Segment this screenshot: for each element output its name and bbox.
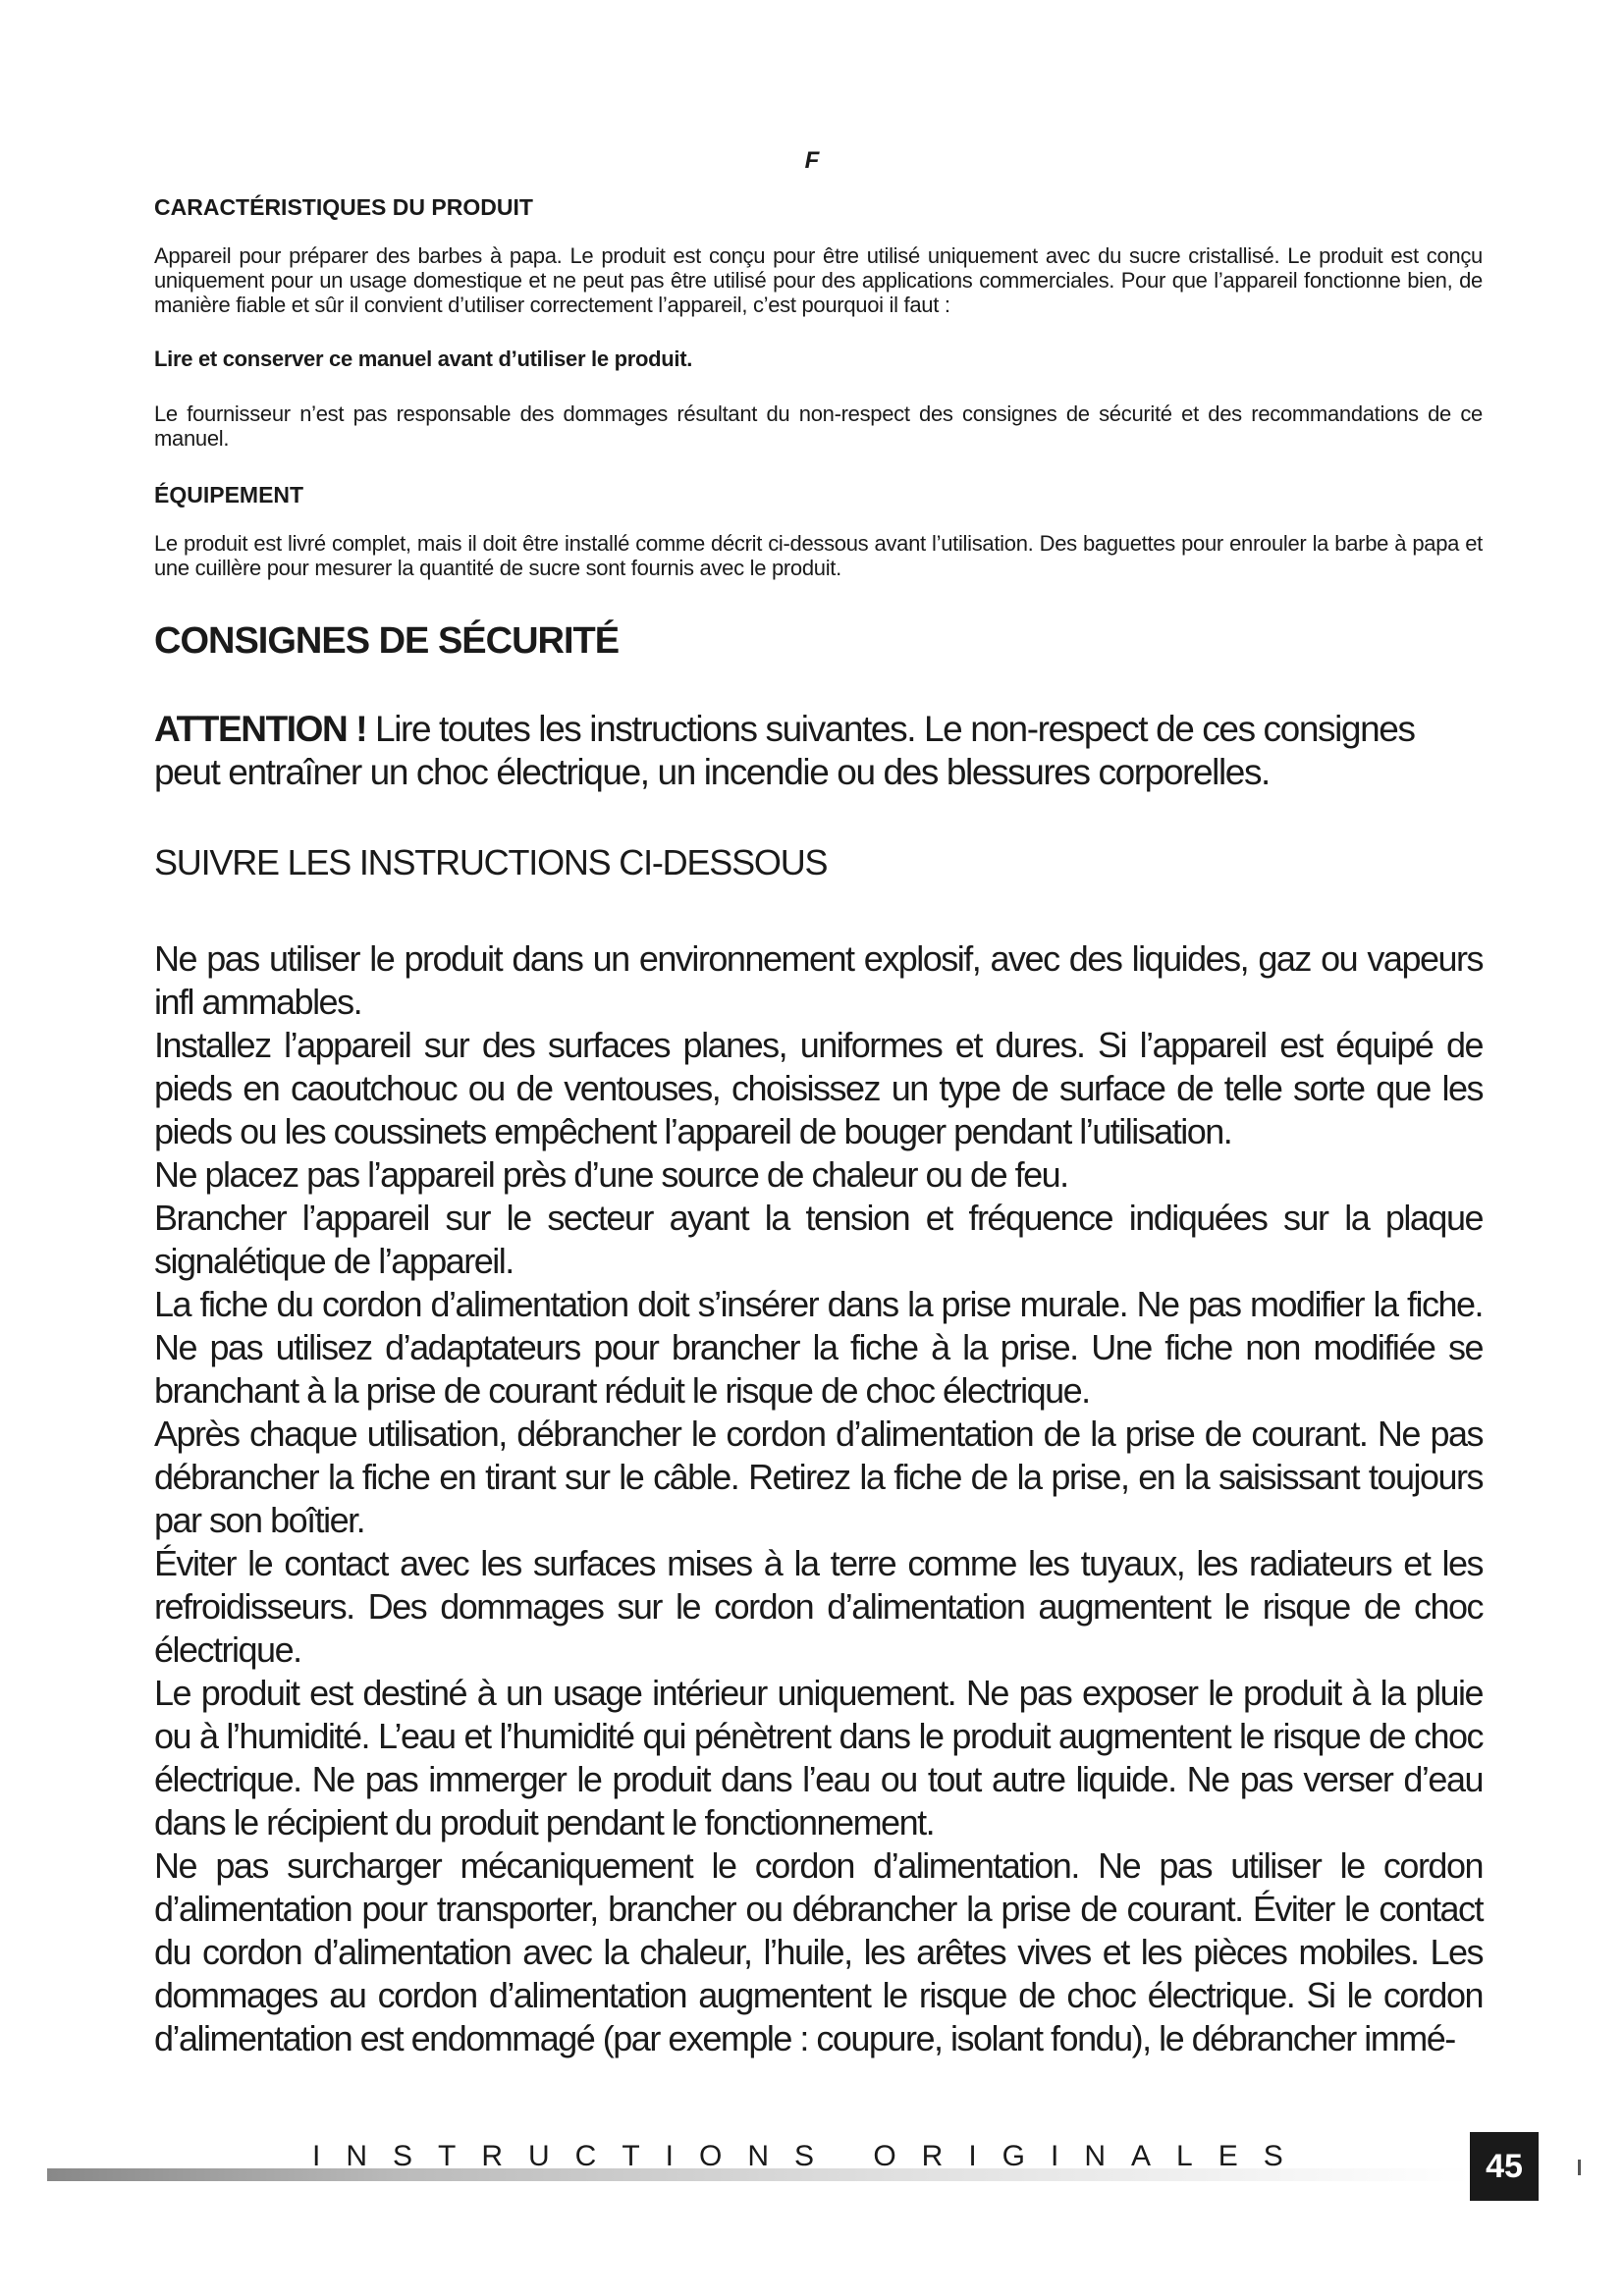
follow-instructions-heading: SUIVRE LES INSTRUCTIONS CI-DESSOUS	[154, 842, 828, 882]
page-content	[154, 192, 1483, 2060]
characteristics-paragraph: Appareil pour préparer des barbes à papa. Le produit est conçu pour être utilisé uniquement avec du sucre cristallisé. Le produit est conçu uniquement pour un usage domestique et ne peut pas être utilisé pour des applications commerciales. Pour que l’appareil fonctionne bien, de manière fiable et sûr il convient d’utiliser correctement l’appareil, c’est pourquoi il faut :	[154, 243, 1483, 317]
supplier-paragraph: Le fournisseur n’est pas responsable des dommages résultant du non-respect des consignes de sécurité et des recommandations de ce manuel.	[154, 401, 1483, 451]
rule-item: Ne pas utiliser le produit dans un environnement explosif, avec des liquides, gaz ou vapeurs infl ammables.	[154, 938, 1483, 1022]
rule-item: Le produit est destiné à un usage intérieur uniquement. Ne pas exposer le produit à la pluie ou à l’humidité. L’eau et l’humidité qui pénètrent dans le produit augmentent le risque de choc électrique. Ne pas immerger le produit dans l’eau ou tout autre liquide. Ne pas verser d’eau dans le récipient du produit pendant le fonctionnement.	[154, 1673, 1483, 1842]
equipment-paragraph: Le produit est livré complet, mais il doit être installé comme décrit ci-dessous avant l’utilisation. Des baguettes pour enrouler la barbe à papa et une cuillère pour mesurer la quantité de sucre sont fournis avec le produit.	[154, 531, 1483, 580]
safety-heading: CONSIGNES DE SÉCURITÉ	[154, 620, 620, 662]
page-number: 45	[1470, 2132, 1539, 2201]
attention-text: Lire toutes les instructions suivantes. Le non-respect de ces consignes peut entraîner un choc électrique, un incendie ou des blessures corporelles.	[154, 709, 1415, 792]
footer-tick-mark	[1578, 2160, 1581, 2175]
footer-label: INSTRUCTIONS ORIGINALES	[312, 2140, 1309, 2172]
characteristics-heading: CARACTÉRISTIQUES DU PRODUIT	[154, 194, 533, 220]
attention-paragraph	[154, 708, 1483, 794]
language-marker: F	[804, 147, 820, 174]
rule-item: La fiche du cordon d’alimentation doit s’insérer dans la prise murale. Ne pas modifier la fiche. Ne pas utilisez d’adaptateurs pour brancher la fiche à la prise. Une fiche non modifiée se branchant à la prise de courant réduit le risque de choc électrique.	[154, 1284, 1483, 1411]
rule-item: Éviter le contact avec les surfaces mises à la terre comme les tuyaux, les radiateurs et les refroidisseurs. Des dommages sur le cordon d’alimentation augmentent le risque de choc électrique.	[154, 1543, 1483, 1670]
attention-label: ATTENTION !	[154, 709, 367, 749]
rule-item: Installez l’appareil sur des surfaces planes, uniformes et dures. Si l’appareil est équipé de pieds en caoutchouc ou de ventouses, choisissez un type de surface de telle sorte que les pieds ou les coussinets empêchent l’appareil de bouger pendant l’utilisation.	[154, 1025, 1483, 1151]
safety-rules	[154, 937, 1483, 2060]
rule-item: Ne placez pas l’appareil près d’une source de chaleur ou de feu.	[154, 1154, 1068, 1195]
rule-item: Après chaque utilisation, débrancher le cordon d’alimentation de la prise de courant. Ne pas débrancher la fiche en tirant sur le câble. Retirez la fiche de la prise, en la saisissant toujours par son boîtier.	[154, 1414, 1483, 1540]
rule-item: Ne pas surcharger mécaniquement le cordon d’alimentation. Ne pas utiliser le cordon d’alimentation pour transporter, brancher ou débrancher la prise de courant. Éviter le contact du cordon d’alimentation avec la chaleur, l’huile, les arêtes vives et les pièces mobiles. Les dommages au cordon d’alimentation augmentent le risque de choc électrique. Si le cordon d’alimentation est endommagé (par exemple : coupure, isolant fondu), le débrancher immé-	[154, 1845, 1483, 2058]
equipment-heading: ÉQUIPEMENT	[154, 482, 304, 507]
rule-item: Brancher l’appareil sur le secteur ayant la tension et fréquence indiquées sur la plaque signalétique de l’appareil.	[154, 1198, 1483, 1281]
read-manual-note: Lire et conserver ce manuel avant d’utiliser le produit.	[154, 347, 693, 371]
